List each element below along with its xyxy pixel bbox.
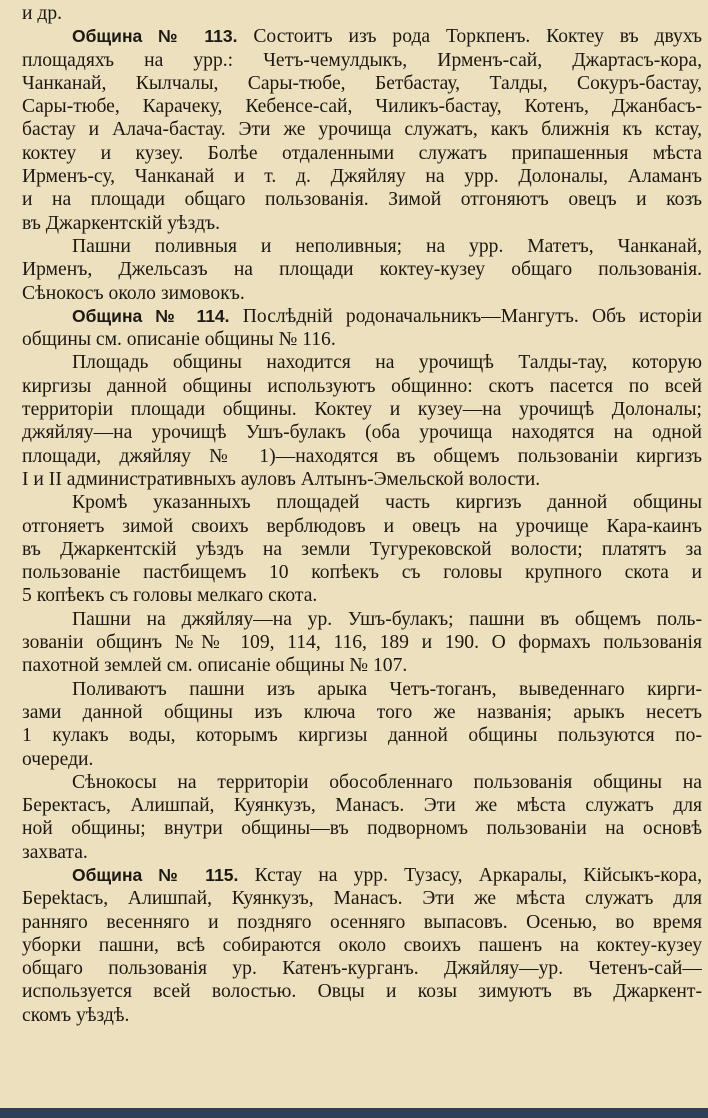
- text-line: [22, 421, 702, 444]
- line-text: киргизы данной общины используютъ общинно: скотъ пасется по всей: [22, 375, 702, 397]
- line-text: Площадь общины находится на урочищѣ Талды-тау, которую: [72, 352, 702, 374]
- line-text: въ Джаркентскій уѣздъ.: [22, 212, 221, 234]
- text-line: [22, 2, 702, 25]
- text-line: [22, 911, 702, 934]
- text-line: [22, 351, 702, 374]
- text-line: [22, 375, 702, 398]
- line-text: и др.: [22, 3, 63, 24]
- text-line: [22, 515, 702, 538]
- line-text: Пашни на джяйляу—на ур. Ушъ-булакъ; пашни въ общемъ поль-: [72, 608, 702, 630]
- text-line: [22, 305, 702, 328]
- text-line: [22, 165, 702, 188]
- line-text: Ирменъ-су, Чанканай и т. д. Джяйляу на урр. Долоналы, Аламанъ: [22, 166, 702, 188]
- line-text: захвата.: [22, 841, 88, 863]
- line-text: Состоитъ изъ рода Торкпенъ. Коктеу въ двухъ: [253, 26, 702, 48]
- line-text: Ирменъ, Джельсазъ на площади коктеу-кузеу общаго пользованія.: [22, 259, 702, 281]
- line-text: территоріи площади общины. Коктеу и кузеу—на урочищѣ Долоналы;: [22, 399, 702, 421]
- line-text: зами данной общины изъ ключа того же названія; арыкъ несетъ: [22, 701, 702, 723]
- line-text: общины см. описаніе общины № 116.: [22, 329, 336, 351]
- text-line: [22, 631, 702, 654]
- line-text: площади, джяйляу № 1)—находятся въ общемъ пользованіи киргизъ: [22, 445, 702, 467]
- line-text: и на площади общаго пользованія. Зимой отгоняютъ овецъ и козъ: [22, 189, 702, 211]
- text-line: [22, 49, 702, 72]
- line-text: скомъ уѣздѣ.: [22, 1004, 130, 1026]
- line-text: отгоняетъ зимой своихъ верблюдовъ и овецъ на урочище Кара-каинъ: [22, 515, 702, 537]
- text-line: [22, 258, 702, 281]
- text-line: [22, 678, 702, 701]
- community-heading: Община № 115.: [72, 864, 239, 885]
- line-text: пахотной землей см. описаніе общины № 107.: [22, 655, 408, 677]
- text-line: [22, 724, 702, 747]
- text-line: [22, 701, 702, 724]
- line-text: въ Джаркентскій уѣздъ на земли Тугурековской волости; платятъ за: [22, 538, 702, 560]
- text-line: [22, 864, 702, 887]
- text-line: [22, 608, 702, 631]
- text-line: [22, 817, 702, 840]
- line-text: Берektасъ, Алишпай, Куянкузъ, Манасъ. Эти же мѣста служатъ для: [22, 888, 702, 910]
- line-text: Сары-тюбе, Карачеку, Кебенсе-сай, Чиликъ-бастау, Котенъ, Джанбасъ-: [22, 96, 702, 118]
- text-line: [22, 957, 702, 980]
- line-text: Пашни поливныя и неполивныя; на урр. Матетъ, Чанканай,: [72, 235, 702, 257]
- line-text: 1 кулакъ воды, которымъ киргизы данной общины пользуются по-: [22, 725, 702, 747]
- line-text: уборки пашни, всѣ собираются около своихъ пашенъ на коктеу-кузеу: [22, 934, 702, 956]
- text-line: [22, 95, 702, 118]
- line-text: Кстау на урр. Тузасу, Аркаралы, Кійсыкъ-кора,: [254, 864, 702, 886]
- text-line: [22, 235, 702, 258]
- text-line: [22, 841, 702, 864]
- line-text: джяйляу—на урочищѣ Ушъ-булакъ (оба урочища находятся на одной: [22, 422, 702, 444]
- text-line: [22, 794, 702, 817]
- text-line: [22, 654, 702, 677]
- text-line: [22, 887, 702, 910]
- line-text: Сѣнокосъ около зимовокъ.: [22, 282, 245, 304]
- text-line: [22, 445, 702, 468]
- text-line: [22, 328, 702, 351]
- text-line: [22, 980, 702, 1003]
- text-line: [22, 538, 702, 561]
- text-line: [22, 188, 702, 211]
- text-line: [22, 142, 702, 165]
- line-text: Поливаютъ пашни изъ арыка Четъ-тоганъ, выведеннаго кирги-: [72, 678, 702, 700]
- text-line: [22, 1004, 702, 1027]
- line-text: 5 копѣекъ съ головы мелкаго скота.: [22, 585, 318, 607]
- text-line: [22, 748, 702, 771]
- text-line: [22, 212, 702, 235]
- line-text: очереди.: [22, 748, 94, 770]
- text-line: [22, 561, 702, 584]
- community-heading: Община № 114.: [72, 305, 230, 326]
- text-line: [22, 468, 702, 491]
- line-text: Чанканай, Кылчалы, Сары-тюбе, Бетбастау, Талды, Сокуръ-бастау,: [22, 72, 702, 94]
- line-text: Кромѣ указанныхъ площадей часть киргизъ данной общины: [72, 492, 702, 514]
- line-text: коктеу и кузеу. Болѣе отдаленными служатъ припашенныя мѣста: [22, 142, 702, 164]
- line-text: бастау и Алача-бастау. Эти же урочища служатъ, какъ ближнія къ кстау,: [22, 119, 702, 141]
- line-text: используется всей волостью. Овцы и козы зимуютъ въ Джаркент-: [22, 981, 702, 1003]
- text-line: [22, 72, 702, 95]
- line-text: зованіи общинъ №№ 109, 114, 116, 189 и 190. О формахъ пользованія: [22, 632, 702, 654]
- text-line: [22, 934, 702, 957]
- community-heading: Община № 113.: [72, 26, 238, 47]
- line-text: Беректасъ, Алишпай, Куянкузъ, Манасъ. Эти же мѣста служатъ для: [22, 795, 702, 817]
- text-line: [22, 282, 702, 305]
- text-line: [22, 25, 702, 48]
- line-text: Сѣнокосы на территоріи обособленнаго пользованія общины на: [72, 771, 702, 793]
- text-line: [22, 491, 702, 514]
- line-text: I и II административныхъ ауловъ Алтынъ-Эмельской волости.: [22, 468, 541, 490]
- line-text: площадяхъ на урр.: Четъ-чемулдыкъ, Ирменъ-сай, Джартасъ-кора,: [22, 49, 702, 71]
- line-text: ной общины; внутри общины—въ подворномъ пользованіи на основѣ: [22, 818, 702, 840]
- text-line: [22, 118, 702, 141]
- line-text: пользованіе пастбищемъ 10 копѣекъ съ головы крупного скота и: [22, 562, 702, 584]
- line-text: общаго пользованія ур. Катенъ-курганъ. Джяйляу—ур. Четенъ-сай—: [22, 958, 702, 980]
- text-line: [22, 771, 702, 794]
- text-line: [22, 584, 702, 607]
- line-text: Послѣдній родоначальникъ—Мангутъ. Объ исторіи: [242, 305, 702, 327]
- text-line: [22, 398, 702, 421]
- line-text: ранняго весенняго и поздняго осенняго выпасовъ. Осенью, во время: [22, 911, 702, 933]
- viewer-bottom-bar: [0, 1108, 708, 1118]
